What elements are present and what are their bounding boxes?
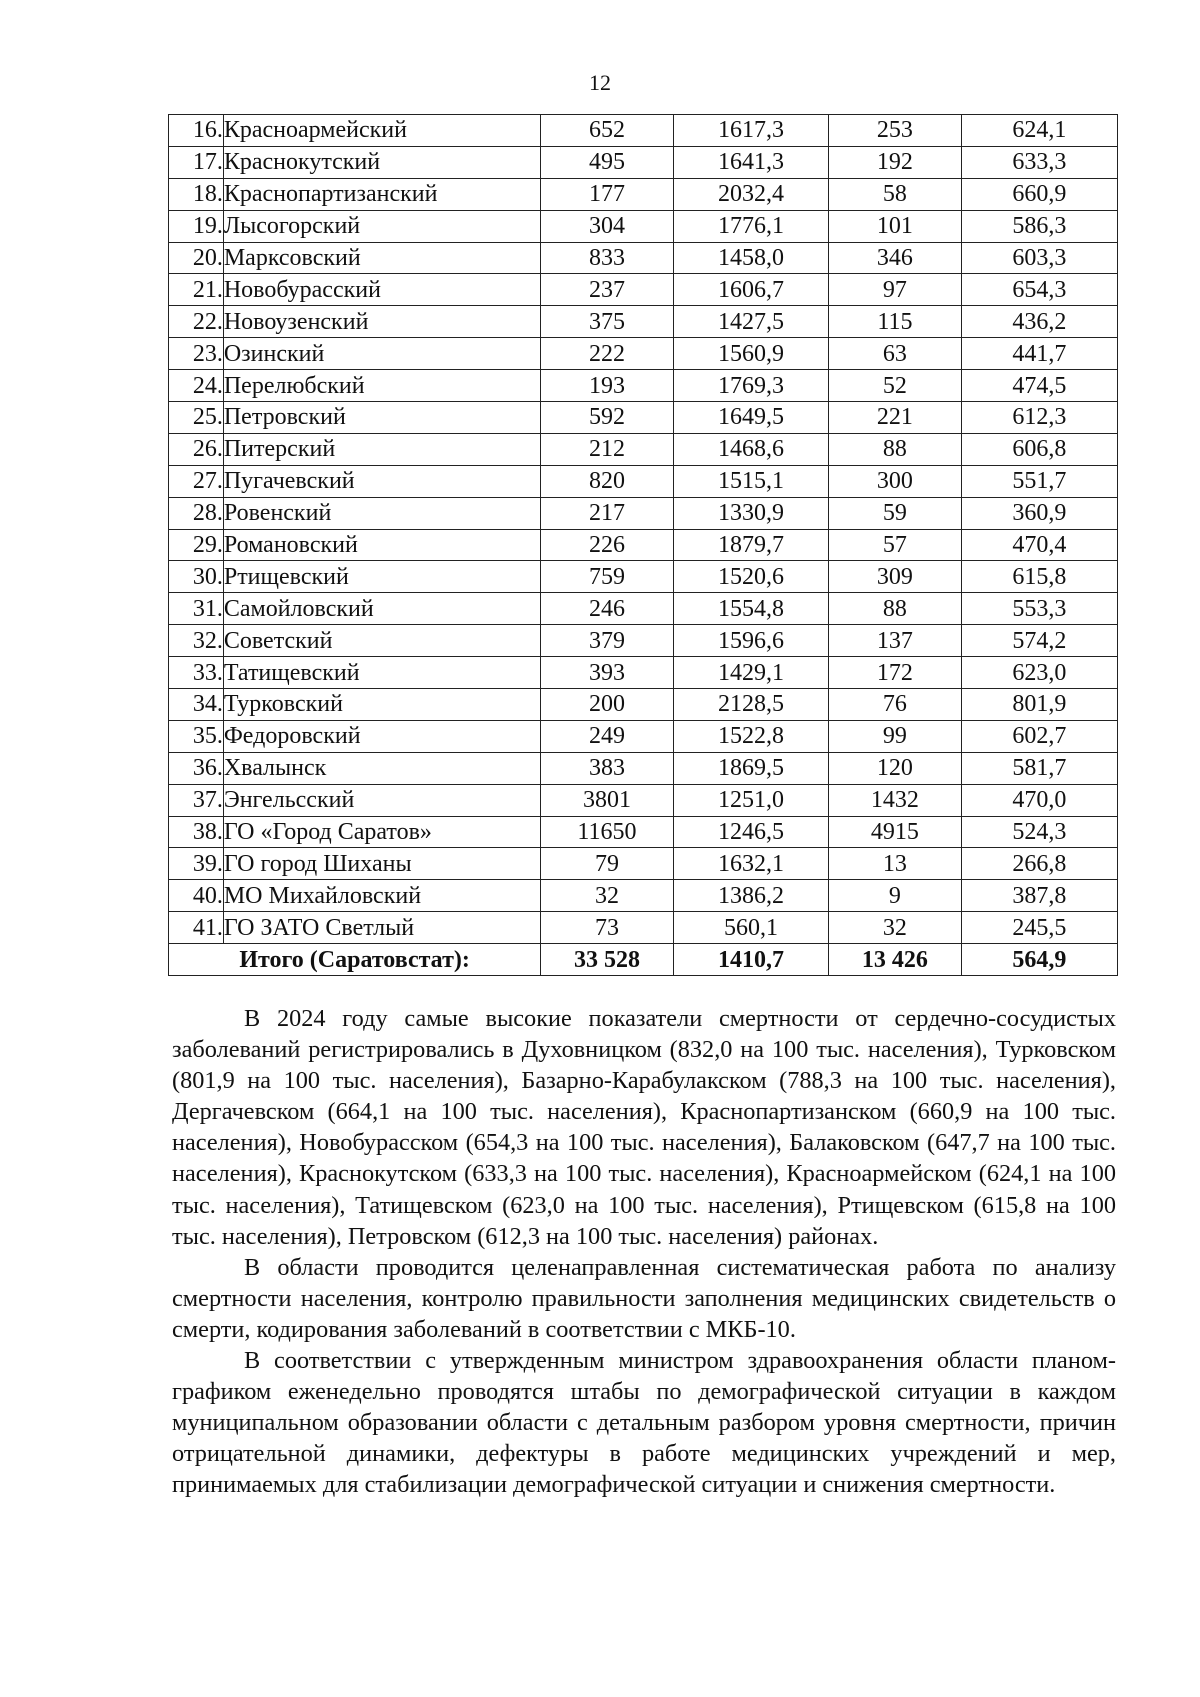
value-a-cell: 217: [541, 497, 674, 529]
district-name-cell: Ровенский: [223, 497, 540, 529]
value-c-cell: 192: [829, 146, 961, 178]
value-b-cell: 1596,6: [673, 625, 828, 657]
value-b-cell: 1641,3: [673, 146, 828, 178]
table-row: [169, 146, 1118, 178]
value-c-cell: 99: [829, 720, 961, 752]
value-c-cell: 120: [829, 752, 961, 784]
value-c-cell: 253: [829, 115, 961, 147]
row-number-cell: 39.: [169, 848, 224, 880]
value-b-cell: 1776,1: [673, 210, 828, 242]
table-row: [169, 433, 1118, 465]
value-d-cell: 623,0: [961, 657, 1117, 689]
table-row: [169, 242, 1118, 274]
total-value-c-cell: 13 426: [829, 944, 961, 976]
table-row: [169, 274, 1118, 306]
value-d-cell: 266,8: [961, 848, 1117, 880]
value-d-cell: 574,2: [961, 625, 1117, 657]
district-name-cell: Новоузенский: [223, 306, 540, 338]
value-c-cell: 58: [829, 178, 961, 210]
table-row: [169, 370, 1118, 402]
value-b-cell: 1649,5: [673, 402, 828, 434]
district-name-cell: Ртищевский: [223, 561, 540, 593]
district-name-cell: Романовский: [223, 529, 540, 561]
district-name-cell: Озинский: [223, 338, 540, 370]
value-a-cell: 652: [541, 115, 674, 147]
table-row: [169, 657, 1118, 689]
table-row: [169, 178, 1118, 210]
value-d-cell: 551,7: [961, 465, 1117, 497]
value-d-cell: 654,3: [961, 274, 1117, 306]
value-a-cell: 304: [541, 210, 674, 242]
district-name-cell: Краснопартизанский: [223, 178, 540, 210]
value-c-cell: 115: [829, 306, 961, 338]
value-b-cell: 1386,2: [673, 880, 828, 912]
value-c-cell: 346: [829, 242, 961, 274]
row-number-cell: 18.: [169, 178, 224, 210]
value-c-cell: 101: [829, 210, 961, 242]
district-name-cell: Энгельсский: [223, 784, 540, 816]
total-value-a-cell: 33 528: [541, 944, 674, 976]
table-total-row: [169, 944, 1118, 976]
paragraph-analysis: В области проводится целенаправленная систематическая работа по анализу смертности населения, контролю правильности заполнения медицинских свидетельств о смерти, кодирования заболеваний в соответствии с МКБ-10.: [172, 1253, 1116, 1343]
table-row: [169, 210, 1118, 242]
district-name-cell: Красноармейский: [223, 115, 540, 147]
row-number-cell: 16.: [169, 115, 224, 147]
district-name-cell: Петровский: [223, 402, 540, 434]
value-b-cell: 1522,8: [673, 720, 828, 752]
value-d-cell: 470,4: [961, 529, 1117, 561]
table-row: [169, 593, 1118, 625]
value-a-cell: 383: [541, 752, 674, 784]
value-d-cell: 603,3: [961, 242, 1117, 274]
district-name-cell: Федоровский: [223, 720, 540, 752]
value-c-cell: 9: [829, 880, 961, 912]
row-number-cell: 33.: [169, 657, 224, 689]
table-row: [169, 752, 1118, 784]
district-name-cell: ГО «Город Саратов»: [223, 816, 540, 848]
value-d-cell: 612,3: [961, 402, 1117, 434]
district-name-cell: Татищевский: [223, 657, 540, 689]
value-c-cell: 76: [829, 689, 961, 721]
value-b-cell: 1429,1: [673, 657, 828, 689]
row-number-cell: 36.: [169, 752, 224, 784]
district-name-cell: Хвалынск: [223, 752, 540, 784]
value-d-cell: 624,1: [961, 115, 1117, 147]
table-row: [169, 912, 1118, 944]
table-row: [169, 529, 1118, 561]
value-c-cell: 221: [829, 402, 961, 434]
value-b-cell: 1468,6: [673, 433, 828, 465]
value-d-cell: 245,5: [961, 912, 1117, 944]
table-row: [169, 561, 1118, 593]
district-name-cell: Советский: [223, 625, 540, 657]
value-b-cell: 560,1: [673, 912, 828, 944]
value-a-cell: 759: [541, 561, 674, 593]
table-row: [169, 625, 1118, 657]
value-d-cell: 474,5: [961, 370, 1117, 402]
value-b-cell: 1251,0: [673, 784, 828, 816]
value-b-cell: 1617,3: [673, 115, 828, 147]
value-a-cell: 393: [541, 657, 674, 689]
value-d-cell: 524,3: [961, 816, 1117, 848]
value-b-cell: 2032,4: [673, 178, 828, 210]
value-d-cell: 586,3: [961, 210, 1117, 242]
row-number-cell: 32.: [169, 625, 224, 657]
value-a-cell: 79: [541, 848, 674, 880]
value-d-cell: 615,8: [961, 561, 1117, 593]
value-b-cell: 1769,3: [673, 370, 828, 402]
district-name-cell: Пугачевский: [223, 465, 540, 497]
row-number-cell: 35.: [169, 720, 224, 752]
row-number-cell: 29.: [169, 529, 224, 561]
district-name-cell: МО Михайловский: [223, 880, 540, 912]
district-name-cell: Лысогорский: [223, 210, 540, 242]
value-d-cell: 581,7: [961, 752, 1117, 784]
value-d-cell: 660,9: [961, 178, 1117, 210]
table-row: [169, 848, 1118, 880]
table-row: [169, 689, 1118, 721]
value-a-cell: 3801: [541, 784, 674, 816]
value-d-cell: 633,3: [961, 146, 1117, 178]
row-number-cell: 24.: [169, 370, 224, 402]
body-text: [172, 1003, 1116, 1501]
value-d-cell: 387,8: [961, 880, 1117, 912]
value-b-cell: 1632,1: [673, 848, 828, 880]
table-row: [169, 784, 1118, 816]
row-number-cell: 19.: [169, 210, 224, 242]
row-number-cell: 37.: [169, 784, 224, 816]
table-row: [169, 465, 1118, 497]
value-c-cell: 52: [829, 370, 961, 402]
value-c-cell: 88: [829, 593, 961, 625]
value-b-cell: 1554,8: [673, 593, 828, 625]
value-a-cell: 249: [541, 720, 674, 752]
row-number-cell: 40.: [169, 880, 224, 912]
value-c-cell: 88: [829, 433, 961, 465]
value-d-cell: 470,0: [961, 784, 1117, 816]
value-a-cell: 375: [541, 306, 674, 338]
district-name-cell: Краснокутский: [223, 146, 540, 178]
district-name-cell: ГО ЗАТО Светлый: [223, 912, 540, 944]
value-b-cell: 1515,1: [673, 465, 828, 497]
row-number-cell: 23.: [169, 338, 224, 370]
mortality-table: [168, 114, 1118, 976]
value-a-cell: 193: [541, 370, 674, 402]
value-a-cell: 246: [541, 593, 674, 625]
district-name-cell: Перелюбский: [223, 370, 540, 402]
value-d-cell: 553,3: [961, 593, 1117, 625]
table-row: [169, 115, 1118, 147]
value-a-cell: 495: [541, 146, 674, 178]
district-name-cell: Марксовский: [223, 242, 540, 274]
value-d-cell: 602,7: [961, 720, 1117, 752]
district-name-cell: Турковский: [223, 689, 540, 721]
value-a-cell: 833: [541, 242, 674, 274]
value-c-cell: 63: [829, 338, 961, 370]
value-c-cell: 1432: [829, 784, 961, 816]
row-number-cell: 38.: [169, 816, 224, 848]
value-a-cell: 592: [541, 402, 674, 434]
value-b-cell: 1458,0: [673, 242, 828, 274]
value-a-cell: 379: [541, 625, 674, 657]
value-b-cell: 2128,5: [673, 689, 828, 721]
value-d-cell: 436,2: [961, 306, 1117, 338]
row-number-cell: 22.: [169, 306, 224, 338]
value-b-cell: 1879,7: [673, 529, 828, 561]
total-label-cell: Итого (Саратовстат):: [169, 944, 541, 976]
row-number-cell: 26.: [169, 433, 224, 465]
value-a-cell: 222: [541, 338, 674, 370]
value-a-cell: 212: [541, 433, 674, 465]
row-number-cell: 20.: [169, 242, 224, 274]
value-b-cell: 1427,5: [673, 306, 828, 338]
value-d-cell: 606,8: [961, 433, 1117, 465]
total-value-b-cell: 1410,7: [673, 944, 828, 976]
row-number-cell: 25.: [169, 402, 224, 434]
page-number: 12: [589, 70, 611, 95]
row-number-cell: 21.: [169, 274, 224, 306]
value-d-cell: 441,7: [961, 338, 1117, 370]
value-b-cell: 1606,7: [673, 274, 828, 306]
row-number-cell: 30.: [169, 561, 224, 593]
value-c-cell: 59: [829, 497, 961, 529]
value-a-cell: 200: [541, 689, 674, 721]
paragraph-headquarters: В соответствии с утвержденным министром здравоохранения области планом-графиком еженедельно проводятся штабы по демографической ситуации в каждом муниципальном образовании области с детальным разбором уровня смертности, причин отрицательной динамики, дефектуры в работе медицинских учреждений и мер, принимаемых для стабилизации демографической ситуации и снижения смертности.: [172, 1347, 1116, 1499]
table-body: [169, 115, 1118, 976]
value-b-cell: 1869,5: [673, 752, 828, 784]
value-a-cell: 177: [541, 178, 674, 210]
row-number-cell: 34.: [169, 689, 224, 721]
row-number-cell: 41.: [169, 912, 224, 944]
district-name-cell: Самойловский: [223, 593, 540, 625]
value-b-cell: 1246,5: [673, 816, 828, 848]
value-a-cell: 226: [541, 529, 674, 561]
value-c-cell: 137: [829, 625, 961, 657]
value-b-cell: 1520,6: [673, 561, 828, 593]
row-number-cell: 27.: [169, 465, 224, 497]
table-row: [169, 880, 1118, 912]
value-c-cell: 309: [829, 561, 961, 593]
table-row: [169, 402, 1118, 434]
value-c-cell: 172: [829, 657, 961, 689]
value-d-cell: 360,9: [961, 497, 1117, 529]
total-value-d-cell: 564,9: [961, 944, 1117, 976]
value-a-cell: 11650: [541, 816, 674, 848]
paragraph-high-mortality: В 2024 году самые высокие показатели смертности от сердечно-сосудистых заболеваний регистрировались в Духовницком (832,0 на 100 тыс. населения), Турковском (801,9 на 100 тыс. населения), Базарно-Карабулакском (788,3 на 100 тыс. населения), Дергачевском (664,1 на 100 тыс. населения), Краснопартизанском (660,9 на 100 тыс. населения), Новобурасском (654,3 на 100 тыс. населения), Балаковском (647,7 на 100 тыс. населения), Краснокутском (633,3 на 100 тыс. населения), Красноармейском (624,1 на 100 тыс. населения), Татищевском (623,0 на 100 тыс. населения), Ртищевском (615,8 на 100 тыс. населения), Петровском (612,3 на 100 тыс. населения) районах.: [172, 1005, 1116, 1250]
value-c-cell: 32: [829, 912, 961, 944]
table-row: [169, 497, 1118, 529]
value-d-cell: 801,9: [961, 689, 1117, 721]
value-c-cell: 300: [829, 465, 961, 497]
value-a-cell: 73: [541, 912, 674, 944]
row-number-cell: 28.: [169, 497, 224, 529]
row-number-cell: 17.: [169, 146, 224, 178]
table-row: [169, 816, 1118, 848]
district-name-cell: Новобурасский: [223, 274, 540, 306]
value-c-cell: 97: [829, 274, 961, 306]
table-row: [169, 720, 1118, 752]
table-row: [169, 306, 1118, 338]
value-a-cell: 237: [541, 274, 674, 306]
value-c-cell: 57: [829, 529, 961, 561]
district-name-cell: Питерский: [223, 433, 540, 465]
value-a-cell: 32: [541, 880, 674, 912]
value-a-cell: 820: [541, 465, 674, 497]
value-b-cell: 1330,9: [673, 497, 828, 529]
district-name-cell: ГО город Шиханы: [223, 848, 540, 880]
table-row: [169, 338, 1118, 370]
value-b-cell: 1560,9: [673, 338, 828, 370]
row-number-cell: 31.: [169, 593, 224, 625]
value-c-cell: 4915: [829, 816, 961, 848]
value-c-cell: 13: [829, 848, 961, 880]
